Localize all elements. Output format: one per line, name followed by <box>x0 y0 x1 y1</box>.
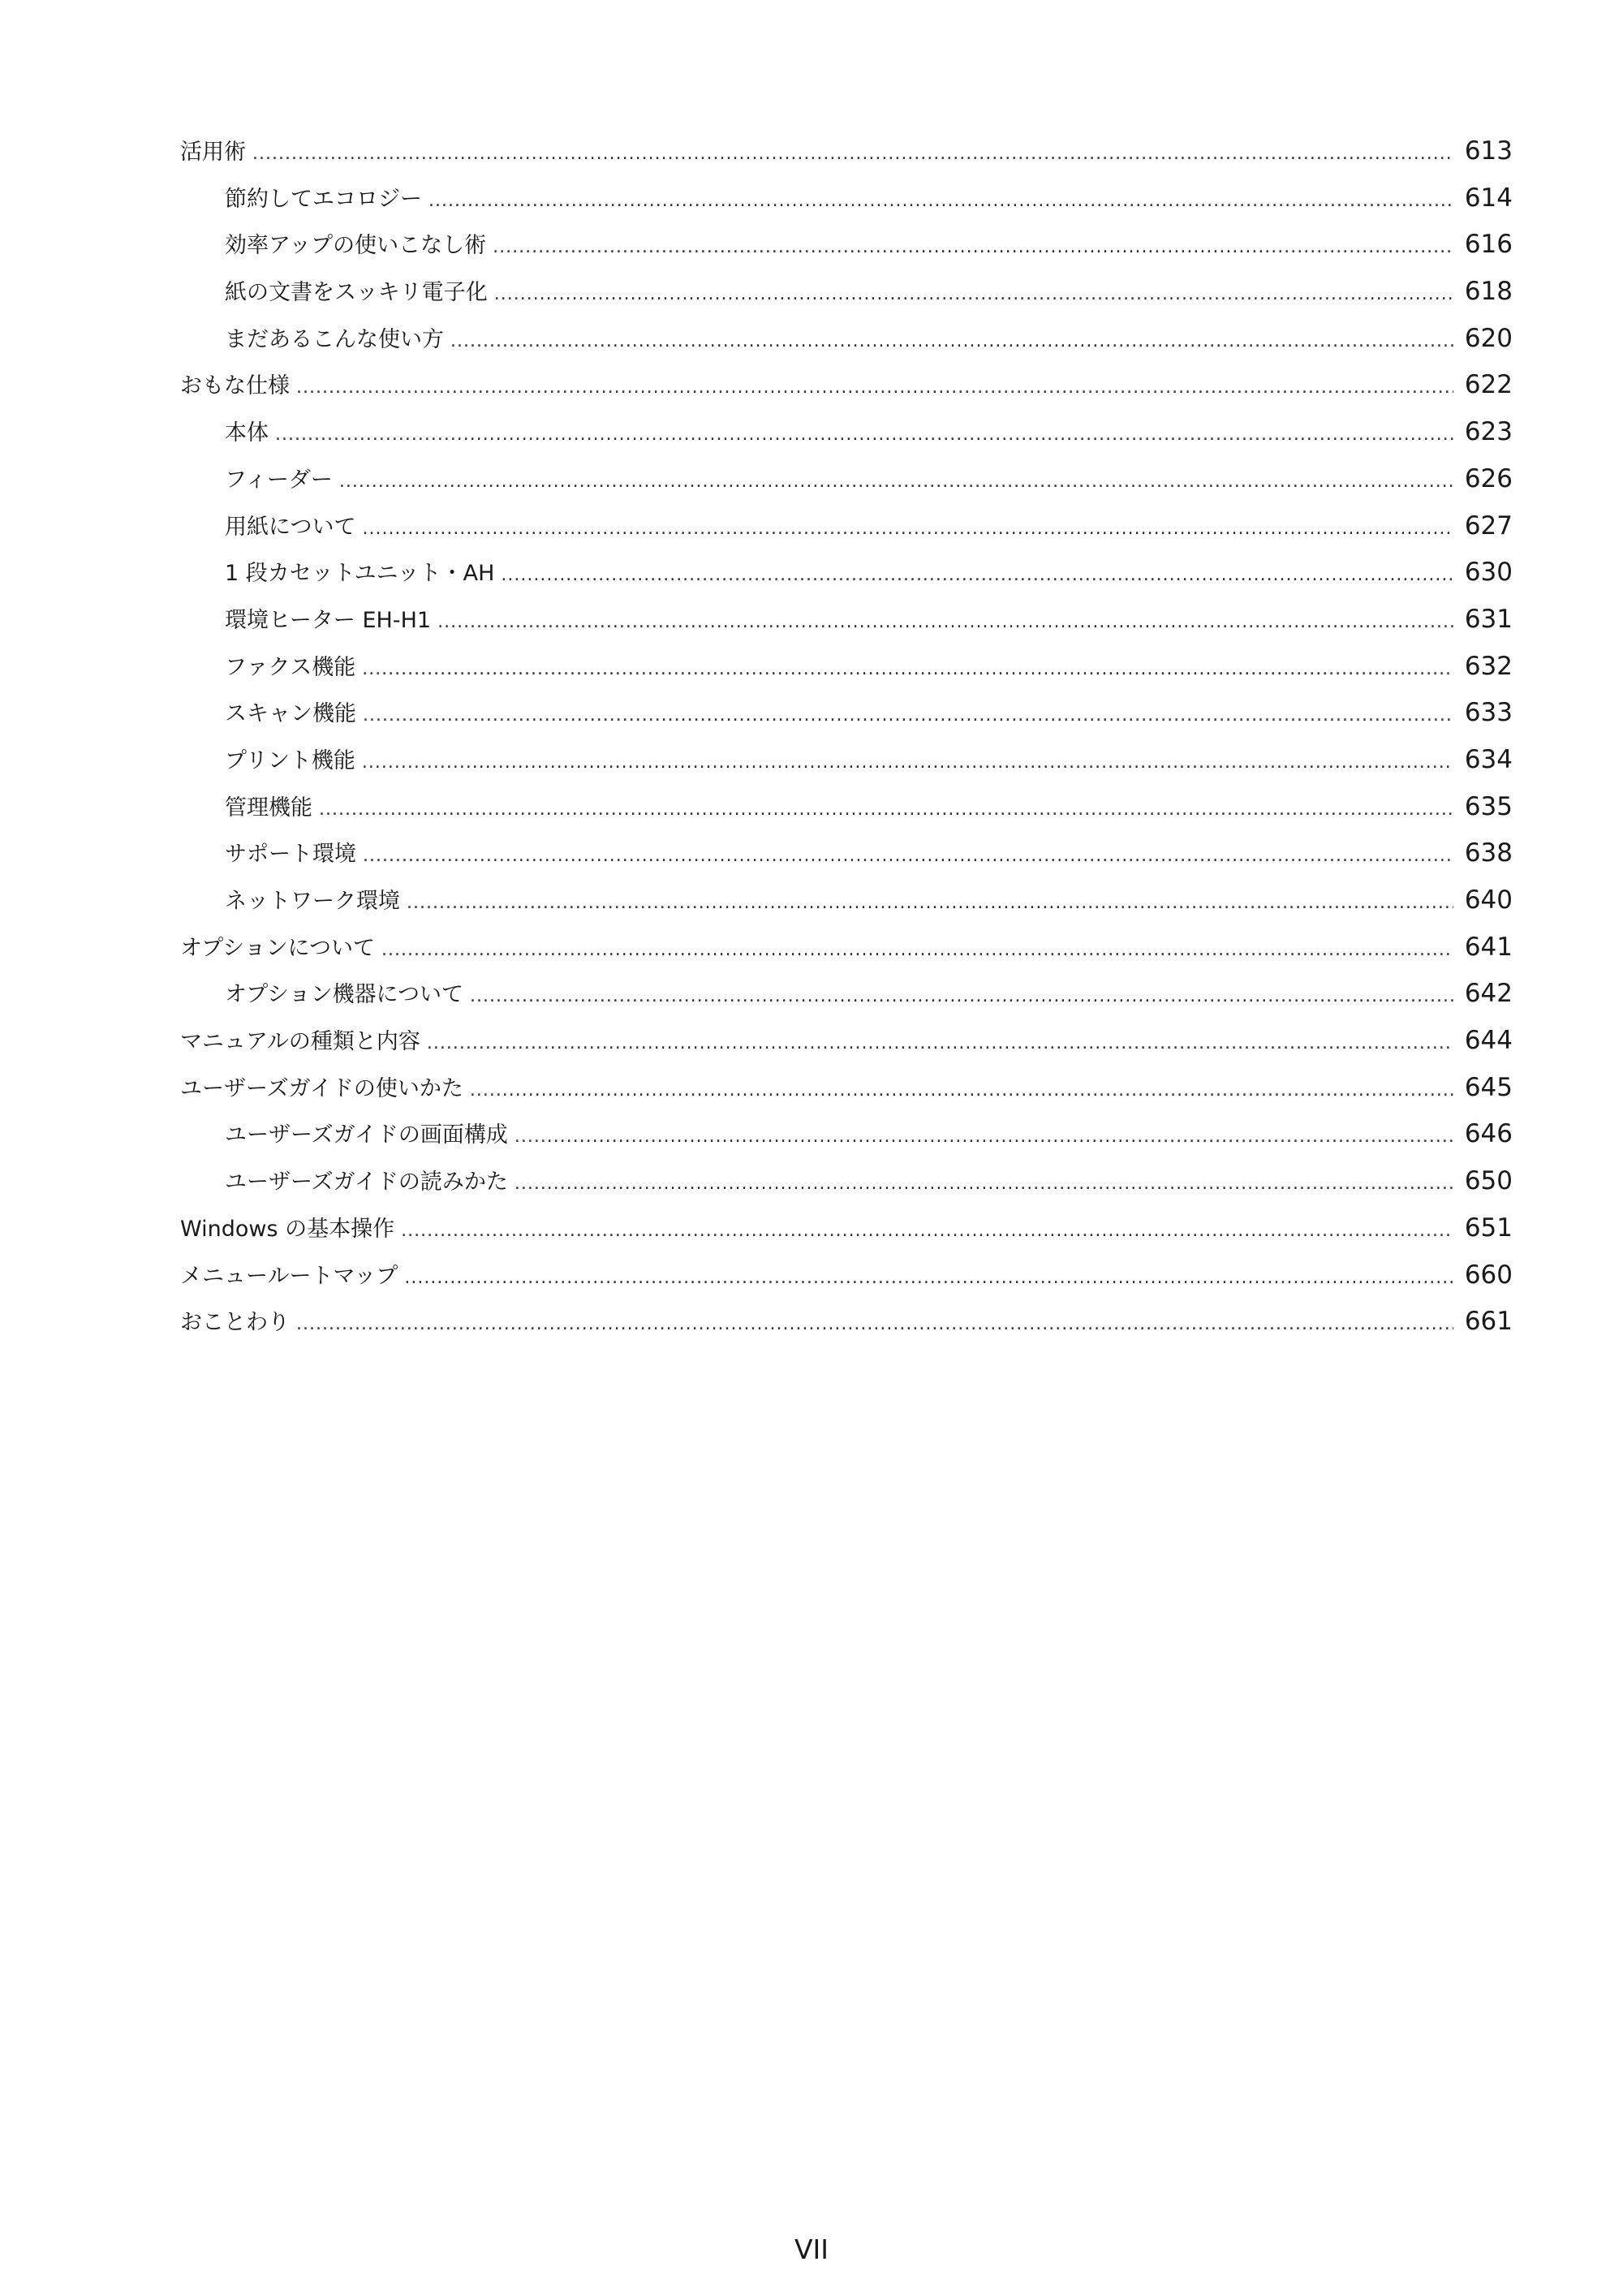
toc-entry-title: おことわり <box>180 1310 290 1336</box>
dot-leader <box>275 411 1453 459</box>
dot-leader <box>381 927 1453 974</box>
dot-leader <box>514 1114 1453 1161</box>
dot-leader <box>404 1255 1453 1302</box>
toc-entry-page-number: 631 <box>1464 604 1513 634</box>
toc-entry-page-number: 616 <box>1464 230 1513 260</box>
dot-leader <box>470 1067 1453 1114</box>
toc-entry-page-number: 638 <box>1464 838 1513 868</box>
toc-entry[interactable] <box>180 175 1513 222</box>
toc-entry[interactable] <box>180 690 1513 737</box>
toc-entry-title: スキャン機能 <box>225 701 356 727</box>
toc-entry-title: 効率アップの使いこなし術 <box>225 233 487 259</box>
toc-entry-page-number: 641 <box>1464 932 1513 962</box>
toc-entry-page-number: 661 <box>1464 1307 1513 1337</box>
toc-entry-title: 管理機能 <box>225 795 312 821</box>
toc-entry-page-number: 614 <box>1464 183 1513 213</box>
toc-entry-page-number: 630 <box>1464 558 1513 588</box>
toc-entry-page-number: 640 <box>1464 885 1513 915</box>
toc-entry[interactable] <box>180 1252 1513 1299</box>
toc-entry-page-number: 644 <box>1464 1026 1513 1056</box>
dot-leader <box>428 178 1453 225</box>
toc-entry[interactable] <box>180 1299 1513 1346</box>
dot-leader <box>470 973 1453 1020</box>
toc-entry-title: マニュアルの種類と内容 <box>180 1029 420 1055</box>
toc-entry-page-number: 642 <box>1464 979 1513 1009</box>
dot-leader <box>494 271 1453 318</box>
dot-leader <box>437 599 1453 646</box>
toc-entry-page-number: 618 <box>1464 277 1513 307</box>
dot-leader <box>450 318 1453 365</box>
toc-entry-page-number: 620 <box>1464 323 1513 353</box>
toc-entry[interactable] <box>180 362 1513 409</box>
toc-entry[interactable] <box>180 1205 1513 1252</box>
dot-leader <box>514 1161 1453 1208</box>
dot-leader <box>319 786 1453 834</box>
toc-entry-title: ファクス機能 <box>225 654 356 680</box>
toc-entry[interactable] <box>180 549 1513 597</box>
toc-entry[interactable] <box>180 128 1513 175</box>
toc-entry-title: 活用術 <box>180 140 246 165</box>
toc-entry-page-number: 632 <box>1464 651 1513 681</box>
dot-leader <box>363 833 1453 880</box>
toc-entry-title: 紙の文書をスッキリ電子化 <box>225 280 488 306</box>
toc-entry-page-number: 622 <box>1464 370 1513 400</box>
toc-entry[interactable] <box>180 222 1513 269</box>
toc-entry-title: フィーダー <box>225 467 333 493</box>
dot-leader <box>339 459 1453 506</box>
toc-entry[interactable] <box>180 1018 1513 1065</box>
dot-leader <box>296 364 1453 411</box>
dot-leader <box>362 739 1453 786</box>
toc-entry[interactable] <box>180 877 1513 924</box>
toc-entry-page-number: 623 <box>1464 417 1513 447</box>
toc-entry[interactable] <box>180 644 1513 691</box>
toc-entry[interactable] <box>180 924 1513 971</box>
toc-entry-title: ネットワーク環境 <box>225 889 400 914</box>
toc-entry[interactable] <box>180 784 1513 831</box>
toc-entry-title: おもな仕様 <box>180 373 290 399</box>
toc-entry-title: 1 段カセットユニット・AH <box>225 561 495 587</box>
dot-leader <box>407 880 1453 927</box>
dot-leader <box>401 1208 1453 1255</box>
toc-entry-page-number: 645 <box>1464 1072 1513 1102</box>
toc-entry[interactable] <box>180 503 1513 550</box>
toc-entry-page-number: 660 <box>1464 1260 1513 1290</box>
toc-entry-title: オプション機器について <box>225 982 464 1008</box>
dot-leader <box>501 552 1453 599</box>
toc-entry[interactable] <box>180 971 1513 1018</box>
toc-entry-title: Windows の基本操作 <box>180 1216 395 1242</box>
toc-entry-page-number: 627 <box>1464 510 1513 541</box>
dot-leader <box>427 1020 1453 1067</box>
toc-entry-page-number: 650 <box>1464 1166 1513 1196</box>
toc-entry-page-number: 626 <box>1464 463 1513 493</box>
toc-entry-page-number: 651 <box>1464 1213 1513 1243</box>
toc-entry[interactable] <box>180 316 1513 363</box>
toc-entry-title: 用紙について <box>225 514 356 540</box>
toc-entry-title: 節約してエコロジー <box>225 186 422 212</box>
toc-entry-title: メニュールートマップ <box>180 1263 398 1289</box>
toc-entry-title: ユーザーズガイドの読みかた <box>225 1170 508 1195</box>
toc-entry-title: プリント機能 <box>225 747 355 773</box>
toc-entry[interactable] <box>180 409 1513 456</box>
toc-entry-title: 本体 <box>225 420 269 446</box>
toc-entry[interactable] <box>180 1065 1513 1112</box>
toc-entry[interactable] <box>180 269 1513 316</box>
toc-entry[interactable] <box>180 737 1513 784</box>
toc-entry[interactable] <box>180 1158 1513 1205</box>
toc-entry-title: ユーザーズガイドの画面構成 <box>225 1122 508 1148</box>
toc-entry-title: 環境ヒーター EH-H1 <box>225 607 432 633</box>
toc-entry-page-number: 633 <box>1464 698 1513 728</box>
toc-entry[interactable] <box>180 1111 1513 1158</box>
toc-entry-title: ユーザーズガイドの使いかた <box>180 1075 463 1101</box>
page-number: VII <box>794 2234 829 2265</box>
dot-leader <box>252 131 1453 178</box>
toc-entry-page-number: 635 <box>1464 791 1513 821</box>
toc-entry-title: オプションについて <box>180 935 376 961</box>
dot-leader <box>363 692 1453 739</box>
toc-entry-page-number: 634 <box>1464 744 1513 774</box>
toc-entry[interactable] <box>180 456 1513 503</box>
dot-leader <box>493 224 1453 271</box>
dot-leader <box>296 1301 1453 1348</box>
toc-entry-title: まだあるこんな使い方 <box>225 326 444 352</box>
toc-entry-page-number: 613 <box>1464 136 1513 166</box>
toc-entry[interactable] <box>180 597 1513 644</box>
toc-entry-title: サポート環境 <box>225 842 356 868</box>
dot-leader <box>362 646 1453 693</box>
table-of-contents <box>180 128 1513 1346</box>
dot-leader <box>362 506 1453 553</box>
toc-entry[interactable] <box>180 830 1513 877</box>
toc-entry-page-number: 646 <box>1464 1119 1513 1149</box>
